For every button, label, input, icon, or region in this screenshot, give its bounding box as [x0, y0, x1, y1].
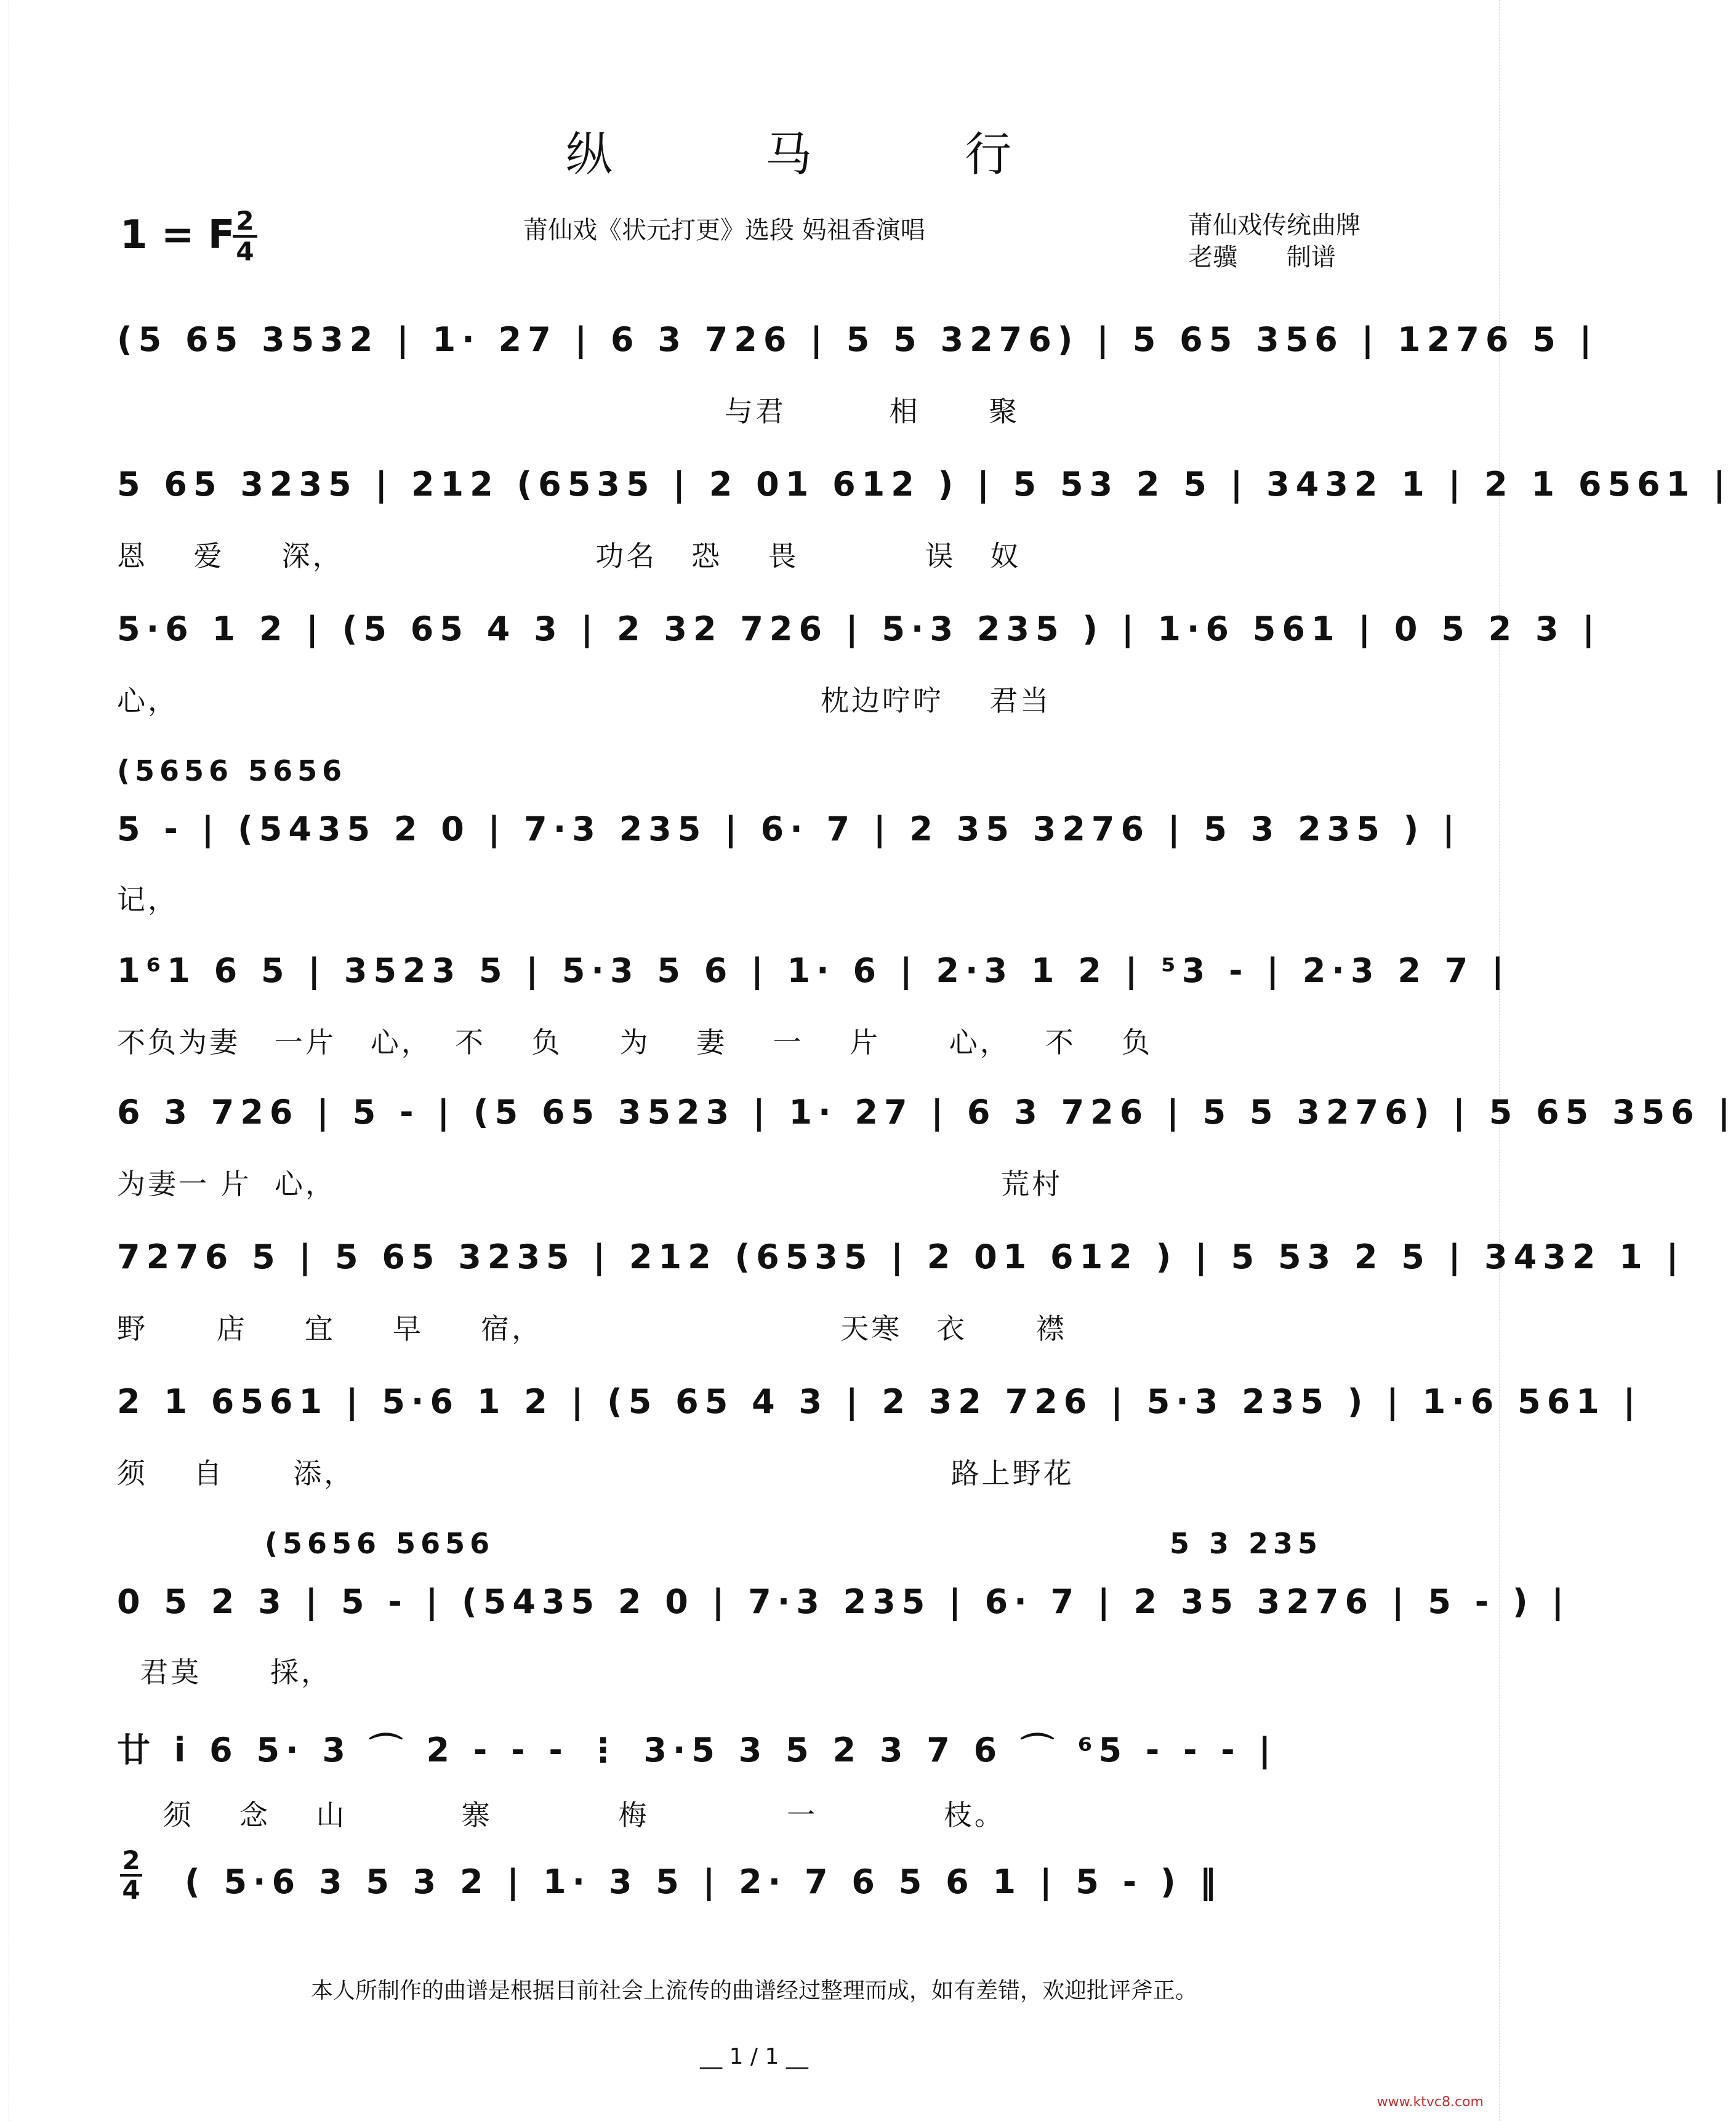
- notation-line: 廿 i 6 5· 3 ⌒ 2 - - - ⋮ 3·5 3 5 2 3 7 6 ⌒ ⁶5 - - - |: [117, 1731, 1277, 1769]
- source-line-2: 老骥 制谱: [1188, 243, 1336, 272]
- time-signature-bottom: 4: [120, 1874, 142, 1904]
- alternate-notation: (5656 5656: [265, 1527, 495, 1560]
- lyrics-line: 须 念 山 寨 梅 一 枝。: [117, 1798, 1005, 1832]
- alternate-notation-end: 5 3 235: [1170, 1527, 1323, 1560]
- staff-system-3: [117, 610, 1601, 733]
- notation-line: ( 5·6 3 5 3 2 | 1· 3 5 | 2· 7 6 5 6 1 | 5 - ) ‖: [185, 1862, 1223, 1901]
- lyrics-line: 不负为妻 一片 心， 不 负 为 妻 一 片 心， 不 负: [117, 1026, 1153, 1059]
- site-watermark: www.ktvc8.com: [1376, 2095, 1484, 2110]
- key-signature: 1 = F: [120, 212, 235, 258]
- page-title: 纵 马 行: [565, 127, 1081, 182]
- source-credit: [1188, 209, 1360, 273]
- source-line-1: 莆仙戏传统曲牌: [1188, 211, 1360, 239]
- lyrics-line: 心， 枕边咛咛 君当: [117, 684, 1051, 717]
- lyrics-line: 君莫 採，: [117, 1656, 332, 1689]
- notation-line: 7276 5 | 5 65 3235 | 212 (6535 | 2 01 612 ) | 5 53 2 5 | 3432 1 |: [117, 1238, 1685, 1276]
- staff-system-1: [117, 320, 1598, 443]
- lyrics-line: 恩 爱 深， 功名 恐 畏 误 奴: [117, 539, 1021, 573]
- left-page-edge: [0, 0, 9, 2121]
- footer-note: 本人所制作的曲谱是根据目前社会上流传的曲谱经过整理而成，如有差错，欢迎批评斧正。: [310, 1978, 1197, 2003]
- lyrics-line: 为妻一 片 心， 荒村: [117, 1167, 1063, 1201]
- staff-system-5: [117, 951, 1510, 1074]
- notation-line: 2 1 6561 | 5·6 1 2 | (5 65 4 3 | 2 32 726 | 5·3 235 ) | 1·6 561 |: [117, 1382, 1642, 1421]
- staff-system-11: [185, 1862, 1385, 1936]
- staff-system-4: [117, 754, 1461, 916]
- lyrics-line: 须 自 添， 路上野花: [117, 1457, 1074, 1490]
- notation-line: (5 65 3532 | 1· 27 | 6 3 726 | 5 5 3276) | 5 65 356 | 1276 5 |: [117, 320, 1598, 359]
- time-signature-top: 2: [122, 1845, 140, 1875]
- time-signature-top: 2: [236, 206, 254, 236]
- notation-line: 5·6 1 2 | (5 65 4 3 | 2 32 726 | 5·3 235 ) | 1·6 561 | 0 5 2 3 |: [117, 610, 1601, 648]
- lyrics-line: 与君 相 聚: [117, 395, 1020, 428]
- time-signature: [233, 207, 257, 266]
- lyrics-line: 野 店 宜 早 宿， 天寒 衣 襟: [117, 1312, 1067, 1345]
- notation-line: 1⁶1 6 5 | 3523 5 | 5·3 5 6 | 1· 6 | 2·3 1 2 | ⁵3 - | 2·3 2 7 |: [117, 951, 1510, 990]
- notation-line: 0 5 2 3 | 5 - | (5435 2 0 | 7·3 235 | 6· 7 | 2 35 3276 | 5 - ) |: [117, 1582, 1570, 1621]
- staff-system-8: [117, 1382, 1642, 1505]
- subtitle: 莆仙戏《状元打更》选段 妈祖香演唱: [523, 216, 925, 244]
- lyrics-line: 记，: [117, 883, 179, 916]
- notation-line: 5 - | (5435 2 0 | 7·3 235 | 6· 7 | 2 35 3276 | 5 3 235 ) |: [117, 810, 1461, 848]
- staff-system-2: [117, 465, 1732, 588]
- staff-system-10: [117, 1724, 1397, 1847]
- alternate-notation: (5656 5656: [117, 754, 347, 787]
- time-signature-bottom: 4: [233, 235, 257, 266]
- staff-system-9: [117, 1527, 1570, 1689]
- time-signature-change: [120, 1847, 142, 1904]
- notation-line: 6 3 726 | 5 - | (5 65 3523 | 1· 27 | 6 3 726 | 5 5 3276) | 5 65 356 |: [117, 1093, 1736, 1132]
- page-number: __ 1 / 1 __: [700, 2044, 808, 2069]
- right-page-edge: [1499, 0, 1508, 2121]
- staff-system-6: [117, 1093, 1736, 1216]
- staff-system-7: [117, 1238, 1685, 1361]
- notation-line: 5 65 3235 | 212 (6535 | 2 01 612 ) | 5 53 2 5 | 3432 1 | 2 1 6561 |: [117, 465, 1732, 504]
